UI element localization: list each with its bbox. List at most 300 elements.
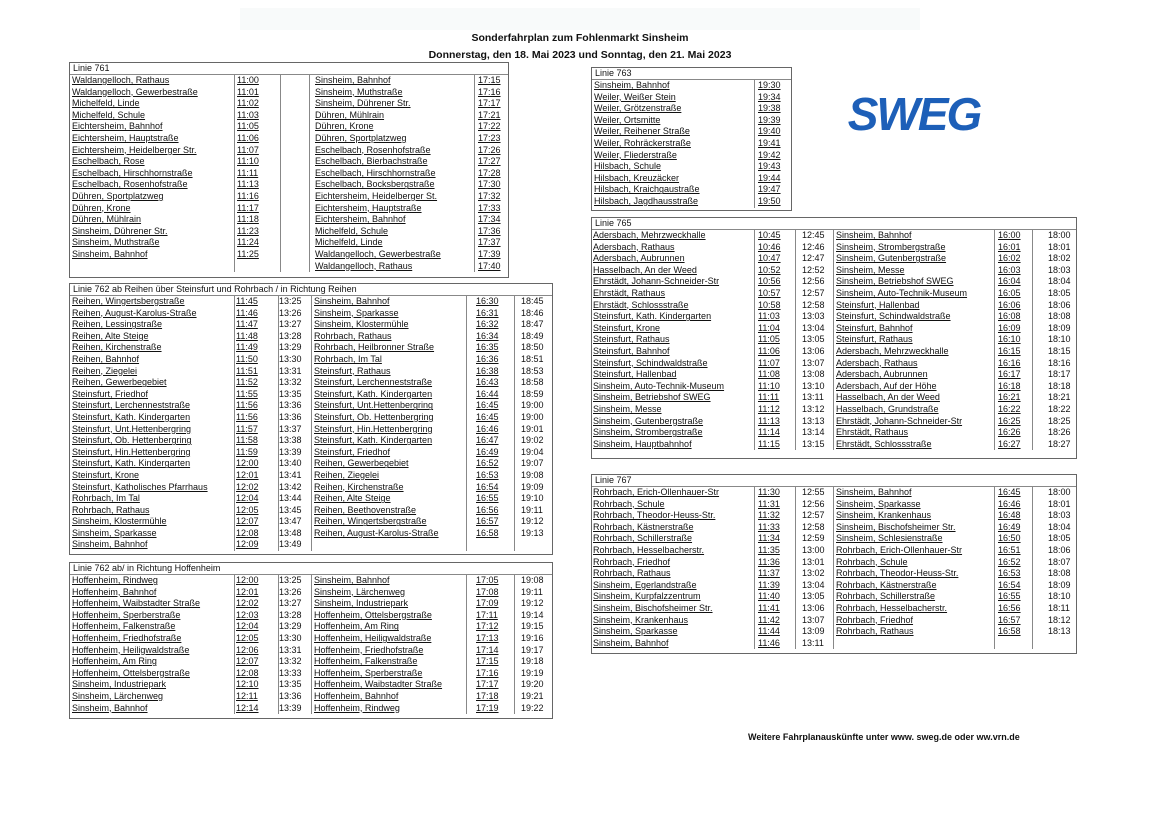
timetable-row [592, 427, 1076, 439]
stop-name: Weiler, Grötzenstraße [594, 103, 682, 114]
timetable-row [70, 458, 552, 470]
timetable-title: Linie 767 [592, 475, 1076, 487]
stop-name: Hoffenheim, Falkenstraße [72, 621, 176, 632]
stop-name: Sinsheim, Strombergstraße [593, 427, 703, 438]
stop-name: Hoffenheim, Heiligwaldstraße [72, 644, 190, 655]
departure-time: 13:00 [802, 544, 825, 555]
stop-name: Michelfeld, Linde [315, 237, 383, 248]
departure-time: 13:05 [802, 334, 825, 345]
footer-info: Weitere Fahrplanauskünfte unter www. sweg.de oder ww.vrn.de [748, 732, 1020, 742]
departure-time: 12:02 [236, 598, 259, 609]
timetable-row [70, 87, 508, 99]
departure-time: 16:08 [998, 311, 1021, 322]
departure-time: 16:03 [998, 264, 1021, 275]
departure-time: 11:34 [758, 533, 780, 544]
departure-time: 13:01 [802, 556, 825, 567]
departure-time: 17:28 [478, 167, 501, 178]
departure-time: 16:54 [998, 579, 1021, 590]
departure-time: 17:17 [476, 679, 499, 690]
stop-name: Sinsheim, Krankenhaus [593, 614, 689, 625]
departure-time: 12:45 [802, 230, 825, 240]
departure-time: 16:30 [476, 296, 499, 306]
departure-time: 13:10 [802, 380, 825, 391]
departure-time: 11:48 [236, 330, 258, 341]
departure-time: 13:32 [279, 656, 302, 667]
timetable-row [592, 439, 1076, 451]
timetable-row [70, 308, 552, 320]
departure-time: 16:10 [998, 334, 1021, 345]
departure-time: 13:25 [279, 575, 302, 585]
stop-name: Hilsbach, Kraichgaustraße [594, 184, 700, 195]
departure-time: 17:17 [478, 98, 501, 109]
departure-time: 11:52 [236, 377, 258, 388]
departure-time: 13:29 [279, 342, 302, 353]
departure-time: 11:05 [237, 121, 259, 132]
timetable-title: Linie 762 ab Reihen über Steinsfurt und Rohrbach / in Richtung Reihen [70, 284, 552, 296]
departure-time: 11:39 [758, 579, 780, 590]
departure-time: 12:11 [236, 690, 258, 701]
departure-time: 12:55 [802, 487, 825, 497]
departure-time: 11:35 [758, 544, 780, 555]
stop-name: Sinsheim, Schlesienstraße [836, 533, 943, 544]
departure-time: 12:59 [802, 533, 825, 544]
stop-name: Rohrbach, Erich-Ollenhauer-Str [836, 544, 963, 555]
timetable-row [592, 300, 1076, 312]
stop-name [72, 261, 232, 273]
departure-time: 13:02 [802, 568, 825, 579]
stop-name: Adersbach, Mehrzweckhalle [836, 345, 949, 356]
departure-time: 19:40 [758, 126, 781, 137]
timetable-rows [592, 230, 1076, 450]
timetable-row [70, 156, 508, 168]
stop-name: Steinsfurt, Unt.Hettenbergring [314, 400, 434, 411]
departure-time: 18:58 [521, 377, 544, 388]
stop-name: Steinsfurt, Krone [593, 322, 661, 333]
departure-time: 18:03 [1048, 264, 1071, 275]
departure-time: 17:32 [478, 190, 501, 201]
departure-time: 16:52 [476, 458, 499, 469]
stop-name: Sinsheim, Bahnhof [72, 248, 148, 259]
departure-time: 11:02 [237, 98, 259, 109]
stop-name: Eschelbach, Hirschhornstraße [315, 167, 436, 178]
departure-time: 11:00 [237, 75, 259, 85]
stop-name: Michelfeld, Linde [72, 98, 140, 109]
stop-name: Sinsheim, Bahnhof [314, 575, 390, 585]
stop-name: Steinsfurt, Rathaus [593, 334, 670, 345]
timetable-row [592, 603, 1076, 615]
departure-time: 11:10 [758, 380, 780, 391]
timetable-row [70, 703, 552, 715]
stop-name: Sinsheim, Sparkasse [836, 498, 921, 509]
departure-time: 11:50 [236, 353, 258, 364]
departure-time: 13:39 [279, 702, 302, 713]
stop-name: Hoffenheim, Sperberstraße [314, 667, 423, 678]
departure-time: 11:56 [236, 400, 258, 411]
departure-time: 19:14 [521, 609, 544, 620]
timetable-row [70, 75, 508, 87]
stop-name: Rohrbach, Heilbronner Straße [314, 342, 435, 353]
departure-time: 13:35 [279, 679, 302, 690]
departure-time: 18:09 [1048, 322, 1071, 333]
departure-time: 16:09 [998, 322, 1021, 333]
stop-name: Sinsheim, Bahnhof [836, 487, 912, 497]
departure-time: 16:35 [476, 342, 499, 353]
departure-time [521, 539, 551, 551]
stop-name: Sinsheim, Industriepark [72, 679, 167, 690]
departure-time: 18:04 [1048, 276, 1071, 287]
departure-time: 13:36 [279, 400, 302, 411]
stop-name: Hasselbach, An der Weed [836, 392, 940, 403]
stop-name: Hoffenheim, Rindweg [72, 575, 158, 585]
stop-name: Hoffenheim, Friedhofstraße [314, 644, 424, 655]
departure-time: 13:07 [802, 614, 825, 625]
departure-time: 11:32 [758, 510, 780, 521]
departure-time [237, 261, 282, 273]
departure-time: 18:07 [1048, 556, 1071, 567]
timetable-row [592, 499, 1076, 511]
stop-name: Rohrbach, Schule [593, 498, 665, 509]
timetable-row [70, 539, 552, 551]
departure-time: 17:13 [476, 632, 499, 643]
stop-name: Reihen, Alte Steige [314, 493, 391, 504]
stop-name: Ehrstädt, Johann-Schneider-Str [593, 276, 720, 287]
departure-time: 13:30 [279, 353, 302, 364]
departure-time: 11:46 [236, 307, 258, 318]
departure-time: 13:40 [279, 458, 302, 469]
timetable-row [592, 184, 791, 196]
timetable-row [70, 214, 508, 226]
departure-time: 16:06 [998, 299, 1021, 310]
stop-name: Adersbach, Rathaus [836, 357, 918, 368]
stop-name: Sinsheim, Bahnhof [593, 637, 669, 648]
departure-time: 13:15 [802, 438, 825, 449]
stop-name: Steinsfurt, Kath. Kindergarten [72, 458, 191, 469]
stop-name: Hoffenheim, Waibstadter Straße [314, 679, 443, 690]
departure-time: 18:10 [1048, 334, 1071, 345]
stop-name: Rohrbach, Schillerstraße [593, 533, 693, 544]
departure-time: 12:05 [236, 504, 259, 515]
departure-time: 11:59 [236, 446, 258, 457]
departure-time: 18:09 [1048, 579, 1071, 590]
timetable-row [70, 656, 552, 668]
departure-time: 19:50 [758, 195, 781, 206]
timetable-row [592, 638, 1076, 650]
departure-time: 12:46 [802, 241, 825, 252]
stop-name [836, 638, 996, 650]
stop-name: Ehrstädt, Rathaus [836, 427, 909, 438]
stop-name: Sinsheim, Egerlandstraße [593, 579, 697, 590]
timetable-row [592, 80, 791, 92]
departure-time: 16:31 [476, 307, 499, 318]
departure-time: 18:01 [1048, 498, 1071, 509]
timetable-row [592, 150, 791, 162]
departure-time: 19:04 [521, 446, 544, 457]
departure-time: 10:58 [758, 299, 781, 310]
stop-name: Sinsheim, Betriebshof SWEG [593, 392, 711, 403]
departure-time: 16:05 [998, 287, 1021, 298]
departure-time: 17:34 [478, 214, 501, 225]
stop-name: Sinsheim, Muthstraße [72, 237, 160, 248]
departure-time: 16:55 [998, 591, 1021, 602]
stop-name: Sinsheim, Kurpfalzzentrum [593, 591, 701, 602]
timetable-row [592, 92, 791, 104]
timetable-row [592, 369, 1076, 381]
departure-time: 13:36 [279, 411, 302, 422]
timetable-row [592, 615, 1076, 627]
stop-name: Hoffenheim, Bahnhof [314, 690, 399, 701]
timetable-row [70, 493, 552, 505]
timetable-row [70, 400, 552, 412]
departure-time: 12:06 [236, 644, 259, 655]
departure-time: 11:24 [237, 237, 259, 248]
departure-time: 18:06 [1048, 544, 1071, 555]
stop-name: Steinsfurt, Hin.Hettenbergring [72, 446, 191, 457]
stop-name: Reihen, Wingertsbergstraße [72, 296, 185, 306]
timetable-row [70, 668, 552, 680]
stop-name: Rohrbach, Schule [836, 556, 908, 567]
stop-name: Sinsheim, Bischofsheimer Str. [593, 602, 713, 613]
timetable-row [70, 203, 508, 215]
departure-time: 13:08 [802, 369, 825, 380]
timetable-rows [70, 575, 552, 714]
stop-name: Sinsheim, Bahnhof [72, 539, 148, 550]
stop-name: Waldangelloch, Rathaus [315, 260, 413, 271]
timetable-row [70, 633, 552, 645]
departure-time: 11:14 [758, 427, 780, 438]
stop-name: Sinsheim, Strombergstraße [836, 241, 946, 252]
timetable-row [592, 557, 1076, 569]
departure-time: 18:08 [1048, 568, 1071, 579]
departure-time: 13:37 [279, 423, 302, 434]
stop-name: Ehrstädt, Rathaus [593, 287, 666, 298]
stop-name: Adersbach, Rathaus [593, 241, 675, 252]
timetable-row [592, 381, 1076, 393]
stop-name: Sinsheim, Industriepark [314, 598, 409, 609]
departure-time: 17:15 [478, 75, 501, 85]
timetable-row [70, 191, 508, 203]
departure-time: 18:17 [1048, 369, 1071, 380]
timetable-row [592, 358, 1076, 370]
timetable-row [592, 392, 1076, 404]
departure-time: 19:08 [521, 575, 544, 585]
departure-time: 12:01 [236, 469, 259, 480]
departure-time: 12:07 [236, 516, 259, 527]
departure-time: 13:45 [279, 504, 302, 515]
departure-time: 13:06 [802, 345, 825, 356]
timetable-row [70, 424, 552, 436]
departure-time: 18:06 [1048, 299, 1071, 310]
departure-time: 16:36 [476, 353, 499, 364]
departure-time: 16:21 [998, 392, 1021, 403]
stop-name: Rohrbach, Rathaus [593, 568, 671, 579]
timetable-row [70, 226, 508, 238]
timetable-row [592, 323, 1076, 335]
stop-name: Reihen, Bahnhof [72, 353, 140, 364]
departure-time: 12:09 [236, 539, 259, 550]
timetable-linie-762-reihen [69, 283, 553, 555]
stop-name: Steinsfurt, Bahnhof [593, 345, 670, 356]
stop-name: Eschelbach, Rose [72, 156, 145, 167]
departure-time: 16:44 [476, 388, 499, 399]
departure-time: 13:11 [802, 392, 824, 403]
departure-time: 16:04 [998, 276, 1021, 287]
departure-time: 19:16 [521, 632, 544, 643]
stop-name: Sinsheim, Klostermühle [72, 516, 167, 527]
stop-name: Rohrbach, Im Tal [72, 493, 140, 504]
departure-time: 19:22 [521, 702, 544, 713]
timetable-row [592, 487, 1076, 499]
timetable-row [592, 265, 1076, 277]
timetable-row [70, 412, 552, 424]
stop-name: Ehrstädt, Schlossstraße [593, 299, 689, 310]
stop-name: Rohrbach, Friedhof [593, 556, 671, 567]
stop-name: Rohrbach, Rathaus [836, 626, 914, 637]
stop-name: Sinsheim, Muthstraße [315, 86, 403, 97]
departure-time: 11:03 [758, 311, 780, 322]
departure-time: 12:56 [802, 498, 825, 509]
departure-time: 18:51 [521, 353, 544, 364]
stop-name: Hoffenheim, Falkenstraße [314, 656, 418, 667]
departure-time: 13:11 [802, 637, 824, 648]
stop-name: Weiler, Ortsmitte [594, 114, 661, 125]
timetable-row [70, 133, 508, 145]
departure-time: 13:30 [279, 632, 302, 643]
timetable-row [70, 575, 552, 587]
timetable-row [70, 110, 508, 122]
stop-name: Hasselbach, Grundstraße [836, 403, 939, 414]
stop-name: Steinsfurt, Hallenbad [593, 369, 677, 380]
stop-name: Dühren, Mühlrain [72, 214, 142, 225]
departure-time: 18:16 [1048, 357, 1071, 368]
departure-time: 13:27 [279, 598, 302, 609]
stop-name: Rohrbach, Rathaus [314, 330, 392, 341]
stop-name: Sinsheim, Messe [836, 264, 905, 275]
departure-time: 19:41 [758, 137, 781, 148]
departure-time: 18:46 [521, 307, 544, 318]
stop-name: Reihen, August-Karolus-Straße [72, 307, 197, 318]
departure-time: 16:27 [998, 438, 1021, 449]
departure-time: 16:26 [998, 427, 1021, 438]
departure-time: 11:04 [758, 322, 780, 333]
timetable-row [70, 679, 552, 691]
departure-time: 11:40 [758, 591, 780, 602]
departure-time: 17:21 [478, 109, 501, 120]
departure-time: 13:04 [802, 579, 825, 590]
departure-time: 12:00 [236, 458, 259, 469]
departure-time: 13:48 [279, 527, 302, 538]
timetable-linie-761 [69, 62, 509, 278]
stop-name: Steinsfurt, Hin.Hettenbergring [314, 423, 433, 434]
timetable-linie-762-hoffenheim [69, 562, 553, 719]
departure-time: 16:45 [476, 400, 499, 411]
departure-time: 11:15 [758, 438, 780, 449]
departure-time: 19:00 [521, 411, 544, 422]
stop-name: Reihen, Gewerbegebiet [72, 377, 167, 388]
timetable-row [592, 510, 1076, 522]
timetable-row [70, 645, 552, 657]
departure-time: 19:11 [521, 504, 543, 515]
departure-time: 18:08 [1048, 311, 1071, 322]
stop-name: Eichtersheim, Heidelberger St. [315, 190, 438, 201]
departure-time: 13:32 [279, 377, 302, 388]
departure-time: 11:10 [237, 156, 259, 167]
departure-time: 19:44 [758, 172, 781, 183]
departure-time: 13:25 [279, 296, 302, 306]
timetable-row [70, 528, 552, 540]
departure-time: 16:49 [998, 521, 1021, 532]
departure-time: 13:31 [279, 644, 302, 655]
departure-time: 11:05 [758, 334, 780, 345]
departure-time: 16:57 [476, 516, 499, 527]
departure-time: 18:50 [521, 342, 544, 353]
stop-name: Hoffenheim, Bahnhof [72, 586, 157, 597]
departure-time: 12:47 [802, 253, 825, 264]
departure-time: 11:57 [236, 423, 258, 434]
timetable-row [70, 331, 552, 343]
stop-name: Sinsheim, Sparkasse [593, 626, 678, 637]
departure-time: 16:17 [998, 369, 1021, 380]
departure-time: 11:56 [236, 411, 258, 422]
departure-time: 12:02 [236, 481, 259, 492]
departure-time: 19:02 [521, 435, 544, 446]
departure-time: 11:23 [237, 225, 259, 236]
departure-time: 19:07 [521, 458, 544, 469]
departure-time: 18:59 [521, 388, 544, 399]
timetable-row [70, 168, 508, 180]
timetable-row [592, 311, 1076, 323]
departure-time: 12:58 [802, 299, 825, 310]
timetable-row [592, 161, 791, 173]
departure-time: 17:19 [476, 702, 499, 713]
timetable-row [70, 447, 552, 459]
timetable-row [70, 261, 508, 273]
stop-name: Steinsfurt, Friedhof [72, 388, 149, 399]
departure-time: 19:39 [758, 114, 781, 125]
timetable-row [70, 587, 552, 599]
stop-name: Steinsfurt, Kath. Kindergarten [314, 435, 433, 446]
departure-time: 11:45 [236, 296, 258, 306]
departure-time: 16:46 [476, 423, 499, 434]
stop-name: Rohrbach, Kästnerstraße [593, 521, 694, 532]
departure-time: 11:08 [758, 369, 780, 380]
departure-time: 18:12 [1048, 614, 1071, 625]
departure-time: 18:13 [1048, 626, 1071, 637]
timetable-row [70, 470, 552, 482]
departure-time: 19:01 [521, 423, 544, 434]
departure-time: 11:13 [758, 415, 780, 426]
stop-name: Eschelbach, Bierbachstraße [315, 156, 428, 167]
departure-time: 12:52 [802, 264, 825, 275]
stop-name: Weiler, Rohräckerstraße [594, 137, 691, 148]
departure-time: 16:34 [476, 330, 499, 341]
timetable-row [592, 126, 791, 138]
departure-time: 19:43 [758, 161, 781, 172]
stop-name: Sinsheim, Gutenbergstraße [836, 253, 947, 264]
departure-time: 17:11 [476, 609, 498, 620]
departure-time: 16:45 [998, 487, 1021, 497]
departure-time: 18:15 [1048, 345, 1071, 356]
stop-name: Eschelbach, Bocksbergstraße [315, 179, 435, 190]
departure-time: 17:08 [476, 586, 499, 597]
stop-name: Sinsheim, Bischofsheimer Str. [836, 521, 956, 532]
timetable-row [70, 621, 552, 633]
departure-time: 11:36 [758, 556, 780, 567]
stop-name: Steinsfurt, Krone [72, 469, 140, 480]
stop-name: Hoffenheim, Sperberstraße [72, 609, 181, 620]
departure-time: 13:33 [279, 667, 302, 678]
departure-time: 17:37 [478, 237, 501, 248]
departure-time: 17:27 [478, 156, 501, 167]
